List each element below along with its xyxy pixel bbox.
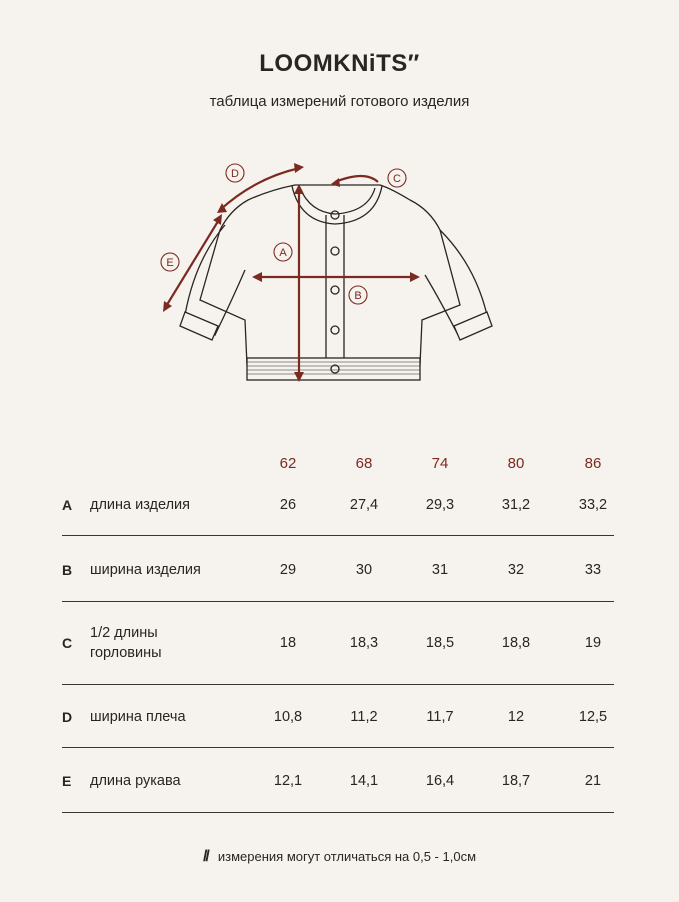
table-cell: 18,3 [349,635,379,651]
row-divider [62,601,614,602]
row-divider [62,684,614,685]
size-header: 86 [584,455,602,472]
diagram-label-b: B [354,290,362,302]
row-label: ширина плеча [90,709,186,725]
table-cell: 12 [507,709,525,725]
row-letter: A [62,497,73,513]
row-label-line2: горловины [90,645,162,661]
row-label: длина рукава [90,773,181,789]
table-cell: 12,5 [578,709,608,725]
row-divider [62,535,614,536]
table-cell: 33,2 [578,497,608,513]
row-divider [62,812,614,813]
size-header: 62 [279,455,297,472]
row-letter: C [62,635,73,651]
table-cell: 29,3 [425,497,455,513]
table-cell: 21 [584,773,602,789]
row-label-line1: 1/2 длины [90,625,158,641]
diagram-label-e: E [166,257,174,269]
footer-note [0,848,679,866]
table-cell: 31 [431,562,449,578]
row-label: ширина изделия [90,562,201,578]
double-slash-icon: // [202,848,208,865]
table-cell: 11,7 [426,709,454,725]
table-cell: 16,4 [425,773,455,789]
size-header: 80 [507,455,525,472]
table-cell: 29 [279,562,297,578]
table-cell: 18,5 [425,635,455,651]
table-cell: 31,2 [501,497,531,513]
table-cell: 32 [507,562,525,578]
table-cell: 27,4 [349,497,379,513]
table-cell: 18 [279,635,297,651]
size-header-row [0,455,679,475]
table-cell: 30 [355,562,373,578]
table-cell: 19 [584,635,602,651]
table-cell: 18,8 [501,635,531,651]
table-cell: 14,1 [349,773,379,789]
row-letter: E [62,773,72,789]
table-cell: 26 [279,497,297,513]
table-cell: 18,7 [501,773,531,789]
table-cell: 33 [584,562,602,578]
diagram-label-d: D [231,168,239,180]
table-cell: 11,2 [350,709,378,725]
diagram-label-a: A [279,247,287,259]
page-subtitle: таблица измерений готового изделия [209,93,470,110]
diagram-label-c: C [393,173,401,185]
table-cell: 10,8 [273,709,303,725]
size-header: 68 [355,455,373,472]
cardigan-diagram [150,150,510,390]
brand-logo: LOOMKNiTS″ [259,50,420,77]
row-letter: B [62,562,73,578]
footer-text: измерения могут отличаться на 0,5 - 1,0см [217,849,477,864]
row-letter: D [62,709,73,725]
size-header: 74 [431,455,449,472]
table-cell: 12,1 [273,773,303,789]
row-divider [62,747,614,748]
row-label: длина изделия [90,497,191,513]
